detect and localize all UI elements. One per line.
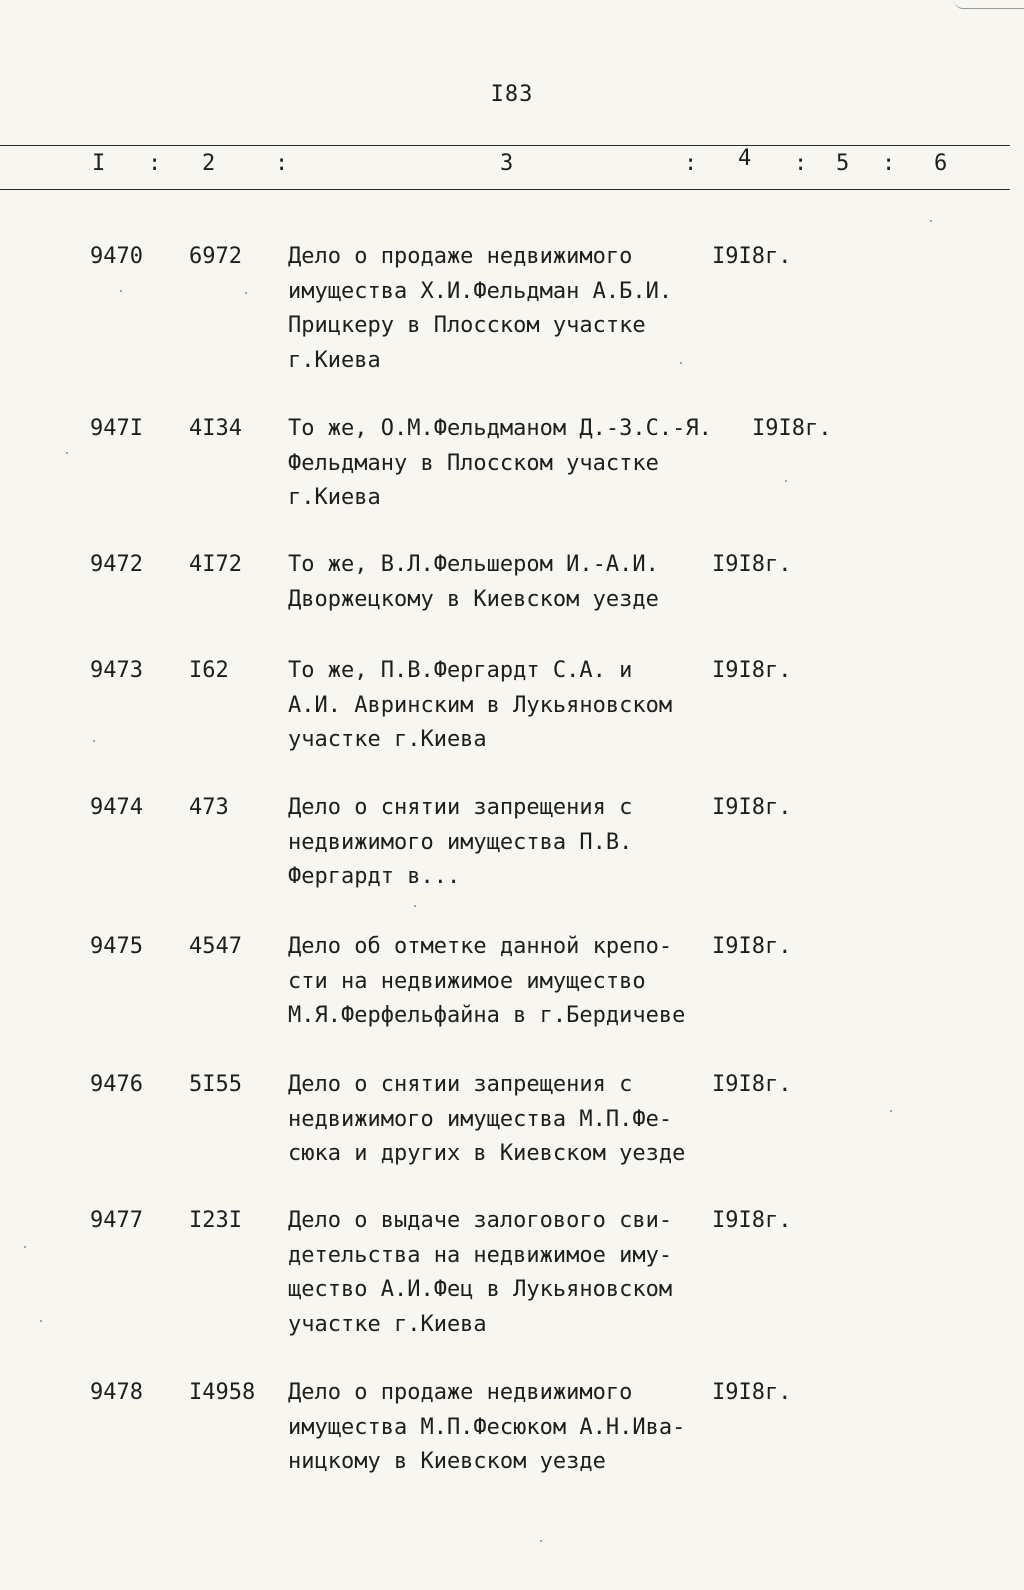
scan-speck — [680, 362, 682, 364]
description-line: Дело о снятии запрещения с — [288, 1072, 633, 1097]
description-line: Дело о снятии запрещения с — [288, 795, 633, 820]
scan-speck — [24, 1246, 26, 1248]
entry-description — [288, 1376, 758, 1480]
scan-speck — [66, 452, 68, 454]
column-header-3: 3 — [500, 151, 514, 176]
entry-number: 9470 — [90, 244, 143, 269]
description-line: недвижимого имущества М.П.Фе- — [288, 1106, 673, 1132]
entry-code: 4547 — [189, 934, 242, 959]
description-line: Дело об отметке данной крепо- — [288, 934, 673, 959]
column-header-2: 2 — [202, 151, 216, 176]
column-separator: : — [684, 151, 698, 176]
entry-year: I9I8г. — [712, 1208, 792, 1233]
entry-number: 9478 — [90, 1380, 143, 1405]
entry-description — [288, 654, 758, 758]
column-header-5: 5 — [836, 151, 850, 176]
description-line: Дело о продаже недвижимого — [288, 1380, 633, 1405]
description-line: г.Киева — [288, 485, 381, 510]
entry-number: 9476 — [90, 1072, 143, 1097]
description-line: ницкому в Киевском уезде — [288, 1449, 606, 1474]
entry-code: I62 — [189, 658, 229, 683]
description-line: Дворжецкому в Киевском уезде — [288, 586, 659, 612]
description-line: имущества Х.И.Фельдман А.Б.И. — [288, 278, 673, 304]
column-separator: : — [794, 151, 808, 176]
scan-speck — [93, 740, 95, 742]
description-line: Прицкеру в Плосском участке — [288, 313, 646, 338]
scan-speck — [40, 1320, 42, 1322]
scan-speck — [540, 1540, 542, 1542]
column-separator: : — [882, 151, 896, 176]
entry-number: 9475 — [90, 934, 143, 959]
column-header-4: 4 — [738, 146, 752, 171]
description-line: детельства на недвижимое иму- — [288, 1242, 673, 1268]
column-separator: : — [275, 151, 289, 176]
description-line: недвижимого имущества П.В. — [288, 829, 633, 855]
description-line: имущества М.П.Фесюком А.Н.Ива- — [288, 1414, 686, 1440]
description-line: щество А.И.Фец в Лукьяновском — [288, 1277, 673, 1302]
entry-year: I9I8г. — [712, 1380, 792, 1405]
entry-year: I9I8г. — [712, 934, 792, 959]
description-line: участке г.Киева — [288, 727, 487, 752]
entry-code: 4I34 — [189, 416, 242, 441]
entry-description — [288, 412, 758, 516]
entry-description — [288, 548, 758, 617]
entry-year: I9I8г. — [712, 244, 792, 269]
scan-speck — [930, 220, 932, 222]
entry-year: I9I8г. — [712, 552, 792, 577]
entry-code: 5I55 — [189, 1072, 242, 1097]
scan-speck — [245, 292, 247, 294]
entry-number: 9473 — [90, 658, 143, 683]
scan-speck — [120, 290, 122, 292]
entry-year: I9I8г. — [712, 658, 792, 683]
scan-speck — [785, 480, 787, 482]
entry-description — [288, 1204, 758, 1342]
description-line: г.Киева — [288, 347, 381, 373]
column-header-6: 6 — [934, 151, 948, 176]
description-line: То же, О.М.Фельдманом Д.-З.С.-Я. — [288, 416, 712, 441]
entry-year: I9I8г. — [712, 1072, 792, 1097]
description-line: Дело о продаже недвижимого — [288, 244, 633, 269]
description-line: А.И. Авринским в Лукьяновском — [288, 692, 673, 718]
entry-description — [288, 240, 758, 378]
entry-code: 473 — [189, 795, 229, 820]
scan-speck — [414, 905, 416, 907]
description-line: сти на недвижимое имущество — [288, 968, 646, 994]
entry-description — [288, 930, 758, 1034]
description-line: участке г.Киева — [288, 1311, 487, 1337]
entry-description — [288, 1068, 758, 1172]
column-separator: : — [148, 151, 162, 176]
description-line: То же, В.Л.Фельшером И.-А.И. — [288, 552, 659, 577]
description-line: М.Я.Ферфельфайна в г.Бердичеве — [288, 1003, 686, 1028]
entry-number: 947I — [90, 416, 143, 441]
entry-number: 9477 — [90, 1208, 143, 1233]
entry-code: I23I — [189, 1208, 242, 1233]
description-line: сюка и других в Киевском уезде — [288, 1141, 686, 1166]
entry-year: I9I8г. — [752, 416, 832, 441]
entry-year: I9I8г. — [712, 795, 792, 820]
entry-code: I4958 — [189, 1380, 256, 1405]
entry-code: 4I72 — [189, 552, 242, 577]
header-bottom-rule — [0, 189, 1010, 190]
description-line: Фельдману в Плосском участке — [288, 450, 659, 476]
entry-number: 9472 — [90, 552, 143, 577]
corner-scan-mark — [954, 0, 1024, 9]
scan-speck — [890, 1110, 892, 1112]
header-top-rule — [0, 145, 1010, 146]
description-line: Дело о выдаче залогового сви- — [288, 1208, 673, 1233]
entry-code: 6972 — [189, 244, 242, 269]
page-number: I83 — [490, 82, 534, 107]
entry-description — [288, 791, 758, 895]
description-line: То же, П.В.Фергардт С.А. и — [288, 658, 633, 683]
entry-number: 9474 — [90, 795, 143, 820]
column-header-1: I — [92, 151, 106, 176]
description-line: Фергардт в... — [288, 864, 461, 889]
